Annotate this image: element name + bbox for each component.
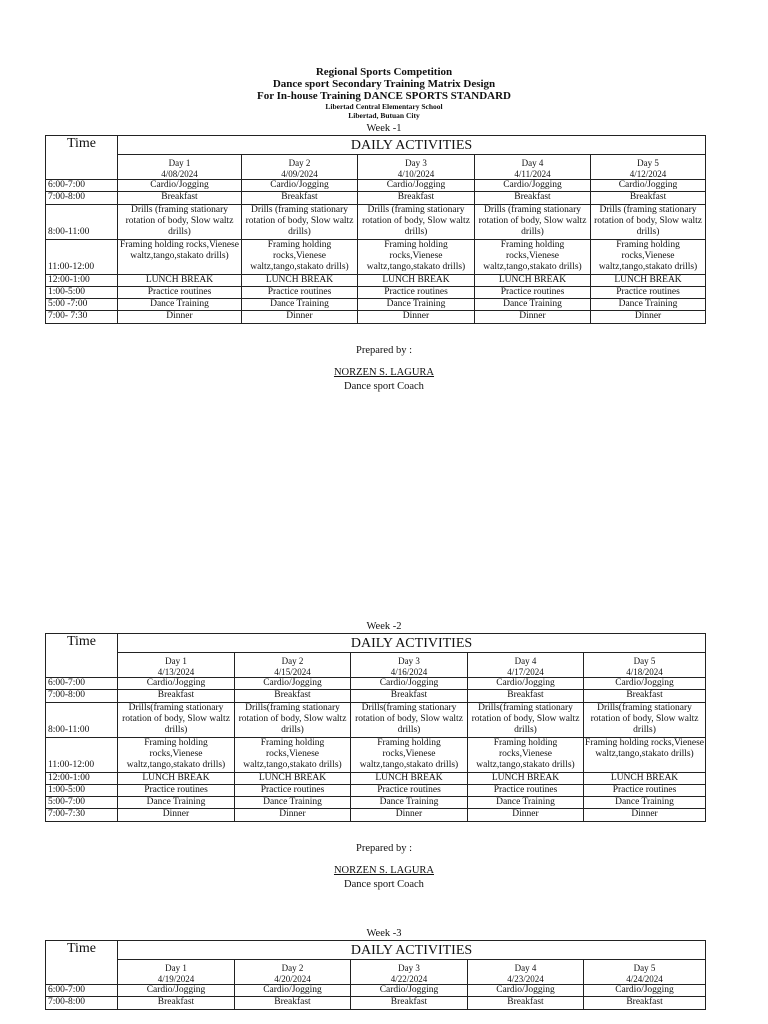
coach-role: Dance sport Coach xyxy=(344,381,424,392)
schedule-row xyxy=(46,299,706,311)
school-location: Libertad, Butuan City xyxy=(348,111,420,120)
time-slot: 7:00-8:00 xyxy=(46,192,118,204)
time-slot: 12:00-1:00 xyxy=(46,274,118,286)
daily-activities-header: DAILY ACTIVITIES xyxy=(118,941,706,960)
activity-cell: Cardio/Jogging xyxy=(351,985,468,997)
day-date: 4/10/2024 xyxy=(397,168,435,179)
time-slot: 7:00-8:00 xyxy=(46,690,118,702)
activity-cell: Drills (framing stationary rotation of body, Slow waltz drills) xyxy=(358,204,475,239)
activity-cell: Dinner xyxy=(584,809,706,821)
day-date: 4/23/2024 xyxy=(507,973,544,984)
coach-name: NORZEN S. LAGURA xyxy=(333,367,435,378)
day-header xyxy=(242,155,358,180)
day-number: Day 3 xyxy=(398,963,420,973)
day-header xyxy=(584,960,706,985)
day-header xyxy=(358,155,475,180)
activity-cell: Cardio/Jogging xyxy=(235,678,351,690)
time-slot: 1:00-5:00 xyxy=(46,286,118,298)
schedule-row xyxy=(46,239,706,274)
day-date: 4/16/2024 xyxy=(390,666,428,677)
week-1-label: Week -1 xyxy=(366,123,402,134)
schedule-row xyxy=(46,997,706,1009)
activity-cell: Practice routines xyxy=(591,286,706,298)
activity-cell: Breakfast xyxy=(358,192,475,204)
activity-cell: Dance Training xyxy=(475,299,591,311)
schedule-row xyxy=(46,286,706,298)
day-header xyxy=(118,960,235,985)
schedule-row xyxy=(46,985,706,997)
week-3-table xyxy=(45,940,706,1010)
coach-name: NORZEN S. LAGURA xyxy=(333,865,435,876)
activity-cell: Practice routines xyxy=(235,784,351,796)
activity-cell: Dance Training xyxy=(584,797,706,809)
activity-cell: Cardio/Jogging xyxy=(118,985,235,997)
activity-cell: Breakfast xyxy=(118,690,235,702)
activity-cell: Drills(framing stationary rotation of body, Slow waltz drills) xyxy=(118,702,235,737)
activity-cell: Cardio/Jogging xyxy=(591,180,706,192)
activity-cell: Cardio/Jogging xyxy=(242,180,358,192)
schedule-row xyxy=(46,772,706,784)
daily-activities-header: DAILY ACTIVITIES xyxy=(118,634,706,653)
activity-cell: Framing holding rocks,Vienese waltz,tango,stakato drills) xyxy=(591,239,706,274)
week-2-table xyxy=(45,633,706,822)
day-number: Day 3 xyxy=(398,656,420,666)
activity-cell: Framing holding rocks,Vienese waltz,tango,stakato drills) xyxy=(235,737,351,772)
schedule-row xyxy=(46,192,706,204)
day-header xyxy=(235,960,351,985)
activity-cell: Cardio/Jogging xyxy=(118,180,242,192)
activity-cell: Breakfast xyxy=(591,192,706,204)
schedule-row xyxy=(46,274,706,286)
activity-cell: LUNCH BREAK xyxy=(584,772,706,784)
school-name: Libertad Central Elementary School xyxy=(325,102,443,111)
time-slot: 6:00-7:00 xyxy=(46,180,118,192)
activity-cell: LUNCH BREAK xyxy=(118,772,235,784)
activity-cell: LUNCH BREAK xyxy=(351,772,468,784)
activity-cell: Cardio/Jogging xyxy=(468,678,584,690)
time-slot: 5:00-7:00 xyxy=(46,797,118,809)
activity-cell: Framing holding rocks,Vienese waltz,tango,stakato drills) xyxy=(358,239,475,274)
activity-cell: Dinner xyxy=(351,809,468,821)
activity-cell: Dance Training xyxy=(235,797,351,809)
time-header: Time xyxy=(46,941,118,985)
time-slot: 7:00-7:30 xyxy=(46,809,118,821)
time-slot: 7:00- 7:30 xyxy=(46,311,118,323)
day-header xyxy=(118,155,242,180)
activity-cell: Dinner xyxy=(242,311,358,323)
week-2-label: Week -2 xyxy=(366,621,402,632)
daily-activities-header: DAILY ACTIVITIES xyxy=(118,136,706,155)
day-date: 4/12/2024 xyxy=(629,168,667,179)
activity-cell: Drills(framing stationary rotation of body, Slow waltz drills) xyxy=(351,702,468,737)
activity-cell: Breakfast xyxy=(584,997,706,1009)
week-3-label: Week -3 xyxy=(366,928,402,939)
activity-cell: Drills (framing stationary rotation of body, Slow waltz drills) xyxy=(118,204,242,239)
day-number: Day 4 xyxy=(514,656,537,666)
activity-cell: Framing holding rocks,Vienese waltz,tango,stakato drills) xyxy=(475,239,591,274)
activity-cell: Cardio/Jogging xyxy=(118,678,235,690)
activity-cell: Cardio/Jogging xyxy=(475,180,591,192)
competition-title: Regional Sports Competition xyxy=(315,66,453,78)
day-date: 4/24/2024 xyxy=(626,973,663,984)
schedule-row xyxy=(46,204,706,239)
matrix-title: Dance sport Secondary Training Matrix Design xyxy=(272,78,496,90)
activity-cell: LUNCH BREAK xyxy=(242,274,358,286)
day-header xyxy=(351,653,468,678)
activity-cell: Breakfast xyxy=(118,192,242,204)
activity-cell: Dinner xyxy=(118,809,235,821)
day-header xyxy=(468,960,584,985)
day-number: Day 4 xyxy=(514,963,537,973)
day-number: Day 5 xyxy=(633,656,656,666)
activity-cell: Practice routines xyxy=(351,784,468,796)
day-header xyxy=(591,155,706,180)
activity-cell: Cardio/Jogging xyxy=(351,678,468,690)
activity-cell: Dance Training xyxy=(358,299,475,311)
schedule-row xyxy=(46,797,706,809)
activity-cell: Dinner xyxy=(468,809,584,821)
time-header: Time xyxy=(46,136,118,180)
prepared-by-block-1 xyxy=(0,344,768,394)
activity-cell: Dinner xyxy=(475,311,591,323)
activity-cell: Dance Training xyxy=(468,797,584,809)
day-date: 4/13/2024 xyxy=(157,666,195,677)
time-slot: 11:00-12:00 xyxy=(46,239,118,274)
activity-cell: Breakfast xyxy=(242,192,358,204)
activity-cell: Framing holding rocks,Vienese waltz,tango,stakato drills) xyxy=(242,239,358,274)
training-title: For In-house Training DANCE SPORTS STANDARD xyxy=(257,90,511,102)
day-date: 4/11/2024 xyxy=(514,168,551,179)
day-number: Day 1 xyxy=(165,656,187,666)
activity-cell: Framing holding rocks,Vienese waltz,tango,stakato drills) xyxy=(468,737,584,772)
activity-cell: Breakfast xyxy=(351,690,468,702)
time-slot: 11:00-12:00 xyxy=(46,737,118,772)
day-date: 4/15/2024 xyxy=(274,666,311,677)
day-number: Day 3 xyxy=(405,158,427,168)
day-header xyxy=(351,960,468,985)
activity-cell: LUNCH BREAK xyxy=(475,274,591,286)
day-number: Day 4 xyxy=(521,158,544,168)
day-header xyxy=(118,653,235,678)
activity-cell: Cardio/Jogging xyxy=(468,985,584,997)
time-slot: 5:00 -7:00 xyxy=(46,299,118,311)
time-slot: 8:00-11:00 xyxy=(46,204,118,239)
activity-cell: Breakfast xyxy=(118,997,235,1009)
activity-cell: Framing holding rocks,Vienese waltz,tango,stakato drills) xyxy=(118,239,242,274)
activity-cell: Dance Training xyxy=(591,299,706,311)
day-header xyxy=(468,653,584,678)
activity-cell: Dance Training xyxy=(242,299,358,311)
day-number: Day 2 xyxy=(281,963,304,973)
activity-cell: Drills (framing stationary rotation of body, Slow waltz drills) xyxy=(591,204,706,239)
activity-cell: Framing holding rocks,Vienese waltz,tango,stakato drills) xyxy=(118,737,235,772)
day-date: 4/20/2024 xyxy=(274,973,311,984)
time-slot: 8:00-11:00 xyxy=(46,702,118,737)
schedule-row xyxy=(46,180,706,192)
schedule-row xyxy=(46,809,706,821)
day-date: 4/22/2024 xyxy=(390,973,428,984)
day-date: 4/18/2024 xyxy=(626,666,663,677)
activity-cell: Dance Training xyxy=(351,797,468,809)
document-header xyxy=(0,66,768,120)
activity-cell: Breakfast xyxy=(235,690,351,702)
activity-cell: Practice routines xyxy=(584,784,706,796)
day-number: Day 2 xyxy=(288,158,311,168)
schedule-row xyxy=(46,690,706,702)
prepared-by-label: Prepared by : xyxy=(356,345,412,356)
activity-cell: Breakfast xyxy=(475,192,591,204)
day-number: Day 2 xyxy=(281,656,304,666)
activity-cell: Practice routines xyxy=(242,286,358,298)
activity-cell: LUNCH BREAK xyxy=(118,274,242,286)
activity-cell: Breakfast xyxy=(351,997,468,1009)
activity-cell: Dance Training xyxy=(118,299,242,311)
week-1-table xyxy=(45,135,706,324)
activity-cell: Breakfast xyxy=(468,997,584,1009)
activity-cell: Framing holding rocks,Vienese waltz,tango,stakato drills) xyxy=(351,737,468,772)
schedule-row xyxy=(46,702,706,737)
schedule-row xyxy=(46,311,706,323)
time-slot: 12:00-1:00 xyxy=(46,772,118,784)
day-number: Day 5 xyxy=(633,963,656,973)
activity-cell: Practice routines xyxy=(118,286,242,298)
activity-cell: LUNCH BREAK xyxy=(235,772,351,784)
day-date: 4/17/2024 xyxy=(507,666,544,677)
time-slot: 6:00-7:00 xyxy=(46,678,118,690)
schedule-row xyxy=(46,737,706,772)
day-header xyxy=(584,653,706,678)
prepared-by-label: Prepared by : xyxy=(356,843,412,854)
activity-cell: Cardio/Jogging xyxy=(235,985,351,997)
activity-cell: LUNCH BREAK xyxy=(468,772,584,784)
day-date: 4/19/2024 xyxy=(157,973,195,984)
prepared-by-block-2 xyxy=(0,842,768,892)
schedule-row xyxy=(46,678,706,690)
time-slot: 6:00-7:00 xyxy=(46,985,118,997)
time-slot: 7:00-8:00 xyxy=(46,997,118,1009)
coach-role: Dance sport Coach xyxy=(344,879,424,890)
activity-cell: Practice routines xyxy=(468,784,584,796)
activity-cell: Cardio/Jogging xyxy=(584,678,706,690)
activity-cell: Practice routines xyxy=(358,286,475,298)
time-header: Time xyxy=(46,634,118,678)
day-header xyxy=(475,155,591,180)
activity-cell: Drills(framing stationary rotation of body, Slow waltz drills) xyxy=(235,702,351,737)
schedule-row xyxy=(46,784,706,796)
activity-cell: Breakfast xyxy=(468,690,584,702)
activity-cell: Framing holding rocks,Vienese waltz,tango,stakato drills) xyxy=(584,737,706,772)
time-slot: 1:00-5:00 xyxy=(46,784,118,796)
activity-cell: Drills (framing stationary rotation of body, Slow waltz drills) xyxy=(242,204,358,239)
activity-cell: Dinner xyxy=(118,311,242,323)
activity-cell: Dinner xyxy=(358,311,475,323)
activity-cell: Practice routines xyxy=(118,784,235,796)
activity-cell: Drills(framing stationary rotation of body, Slow waltz drills) xyxy=(468,702,584,737)
activity-cell: Dinner xyxy=(235,809,351,821)
day-number: Day 1 xyxy=(168,158,191,168)
activity-cell: Practice routines xyxy=(475,286,591,298)
activity-cell: Cardio/Jogging xyxy=(358,180,475,192)
activity-cell: Breakfast xyxy=(584,690,706,702)
activity-cell: LUNCH BREAK xyxy=(591,274,706,286)
activity-cell: Cardio/Jogging xyxy=(584,985,706,997)
day-date: 4/08/2024 xyxy=(161,168,198,179)
day-number: Day 5 xyxy=(637,158,659,168)
day-header xyxy=(235,653,351,678)
activity-cell: Dinner xyxy=(591,311,706,323)
day-number: Day 1 xyxy=(165,963,187,973)
activity-cell: Drills (framing stationary rotation of body, Slow waltz drills) xyxy=(475,204,591,239)
activity-cell: Drills(framing stationary rotation of body, Slow waltz drills) xyxy=(584,702,706,737)
day-date: 4/09/2024 xyxy=(281,168,318,179)
activity-cell: Dance Training xyxy=(118,797,235,809)
activity-cell: Breakfast xyxy=(235,997,351,1009)
activity-cell: LUNCH BREAK xyxy=(358,274,475,286)
